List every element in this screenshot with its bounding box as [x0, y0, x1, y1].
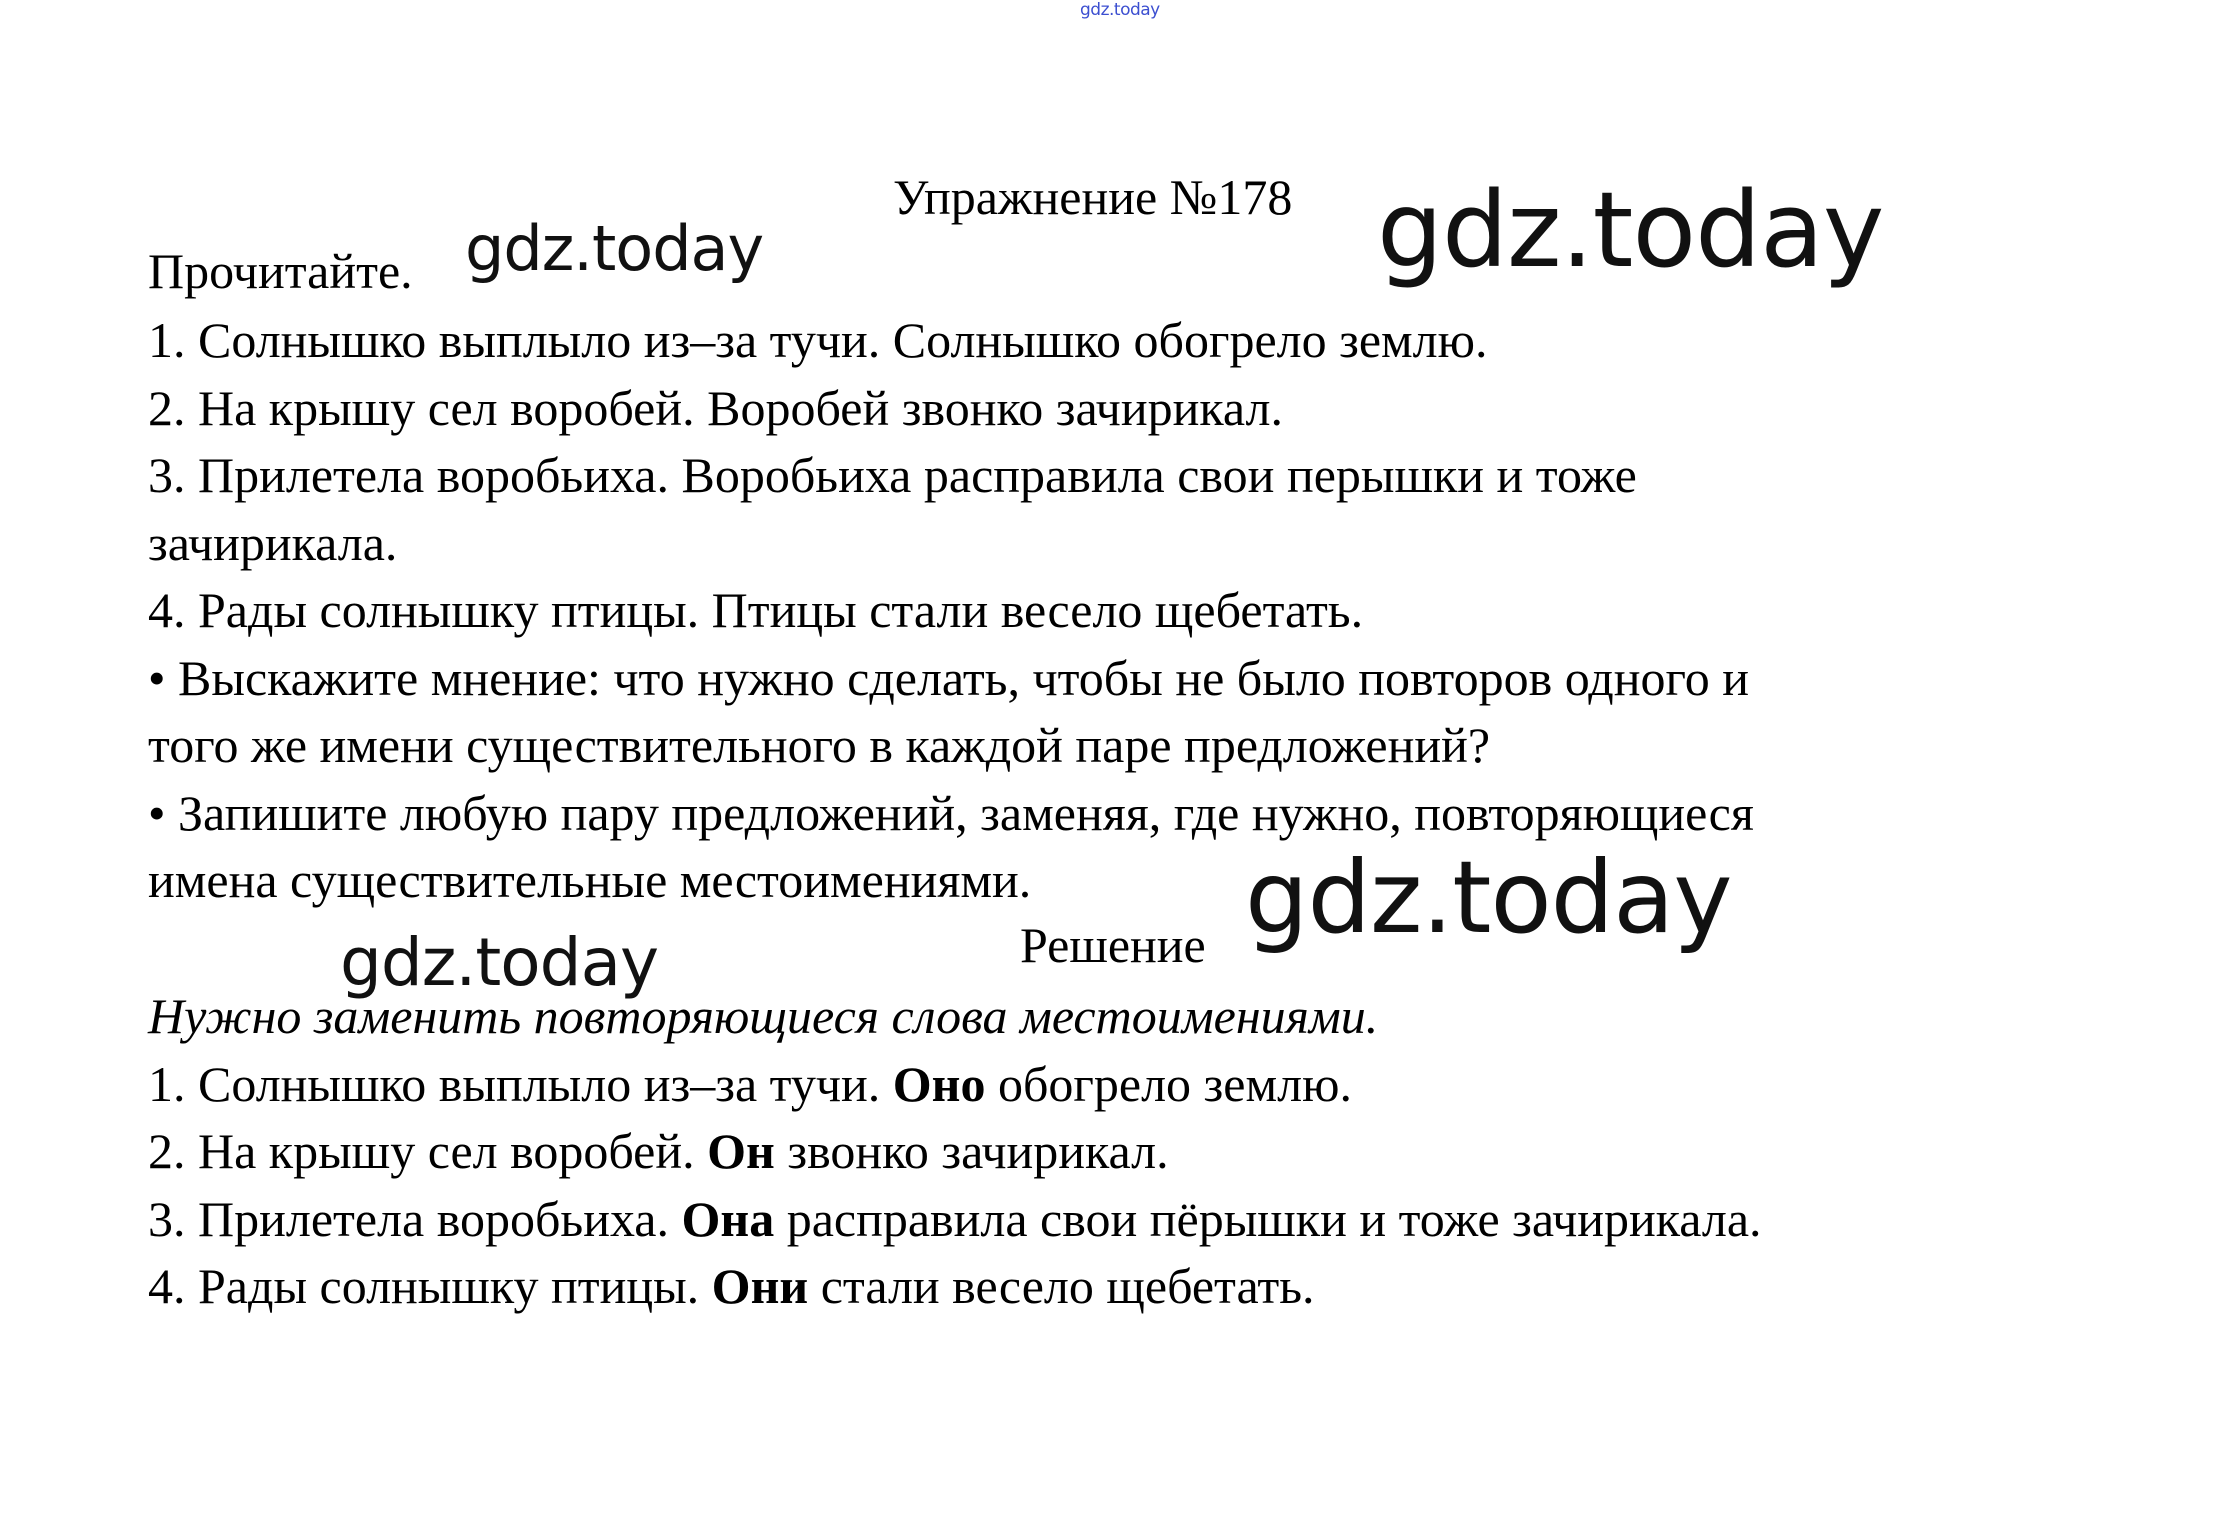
exercise-title: Упражнение №178 [893, 169, 1293, 225]
answer-pronoun: Оно [892, 1055, 986, 1112]
answer-text: 2. На крышу сел воробей. [148, 1123, 708, 1179]
task-line: 1. Солнышко выплыло из–за тучи. Солнышко обогрело землю. [148, 312, 1488, 368]
answer-text: 3. Прилетела воробьиха. [148, 1190, 682, 1247]
answer-line [148, 1186, 2158, 1254]
answer-line [148, 1118, 2158, 1186]
prompt-text: Прочитайте. [148, 243, 413, 299]
answer-text: звонко зачирикал. [774, 1123, 1169, 1179]
task-line: • Выскажите мнение: что нужно сделать, чтобы не было повторов одного и [148, 649, 1749, 706]
solution-intro: Нужно заменить повторяющиеся слова местоимениями. [148, 988, 1379, 1044]
answer-pronoun: Он [707, 1123, 775, 1179]
answer-pronoun: Она [681, 1190, 775, 1247]
solution-text [148, 983, 2158, 1321]
task-line: того же имени существительного в каждой паре предложений? [148, 717, 1491, 773]
answer-text: обогрело землю. [985, 1055, 1352, 1112]
answer-line [148, 1051, 2158, 1119]
answer-text: 1. Солнышко выплыло из–за тучи. [148, 1055, 893, 1112]
task-line: • Запишите любую пару предложений, заменяя, где нужно, повторяющиеся [148, 784, 1754, 841]
answer-text: 4. Рады солнышку птицы. [148, 1258, 712, 1314]
top-watermark: gdz.today [1080, 0, 1160, 20]
watermark: gdz.today [340, 924, 659, 1001]
task-text [148, 307, 2158, 915]
answer-pronoun: Они [711, 1258, 809, 1314]
task-line: имена существительные местоимениями. [148, 852, 1032, 908]
answer-text: стали весело щебетать. [808, 1258, 1315, 1314]
watermark: gdz.today [465, 212, 764, 285]
task-line: 2. На крышу сел воробей. Воробей звонко зачирикал. [148, 379, 1283, 436]
solution-heading: Решение [1020, 917, 1206, 973]
answer-text: расправила свои пёрышки и тоже зачирикала. [774, 1190, 1762, 1247]
task-line: зачирикала. [148, 514, 398, 571]
task-line: 4. Рады солнышку птицы. Птицы стали весело щебетать. [148, 582, 1364, 638]
answer-line [148, 1253, 2158, 1321]
watermark: gdz.today [1377, 169, 1884, 291]
watermark: gdz.today [1245, 839, 1732, 956]
task-line: 3. Прилетела воробьиха. Воробьиха расправила свои перышки и тоже [148, 447, 1637, 503]
